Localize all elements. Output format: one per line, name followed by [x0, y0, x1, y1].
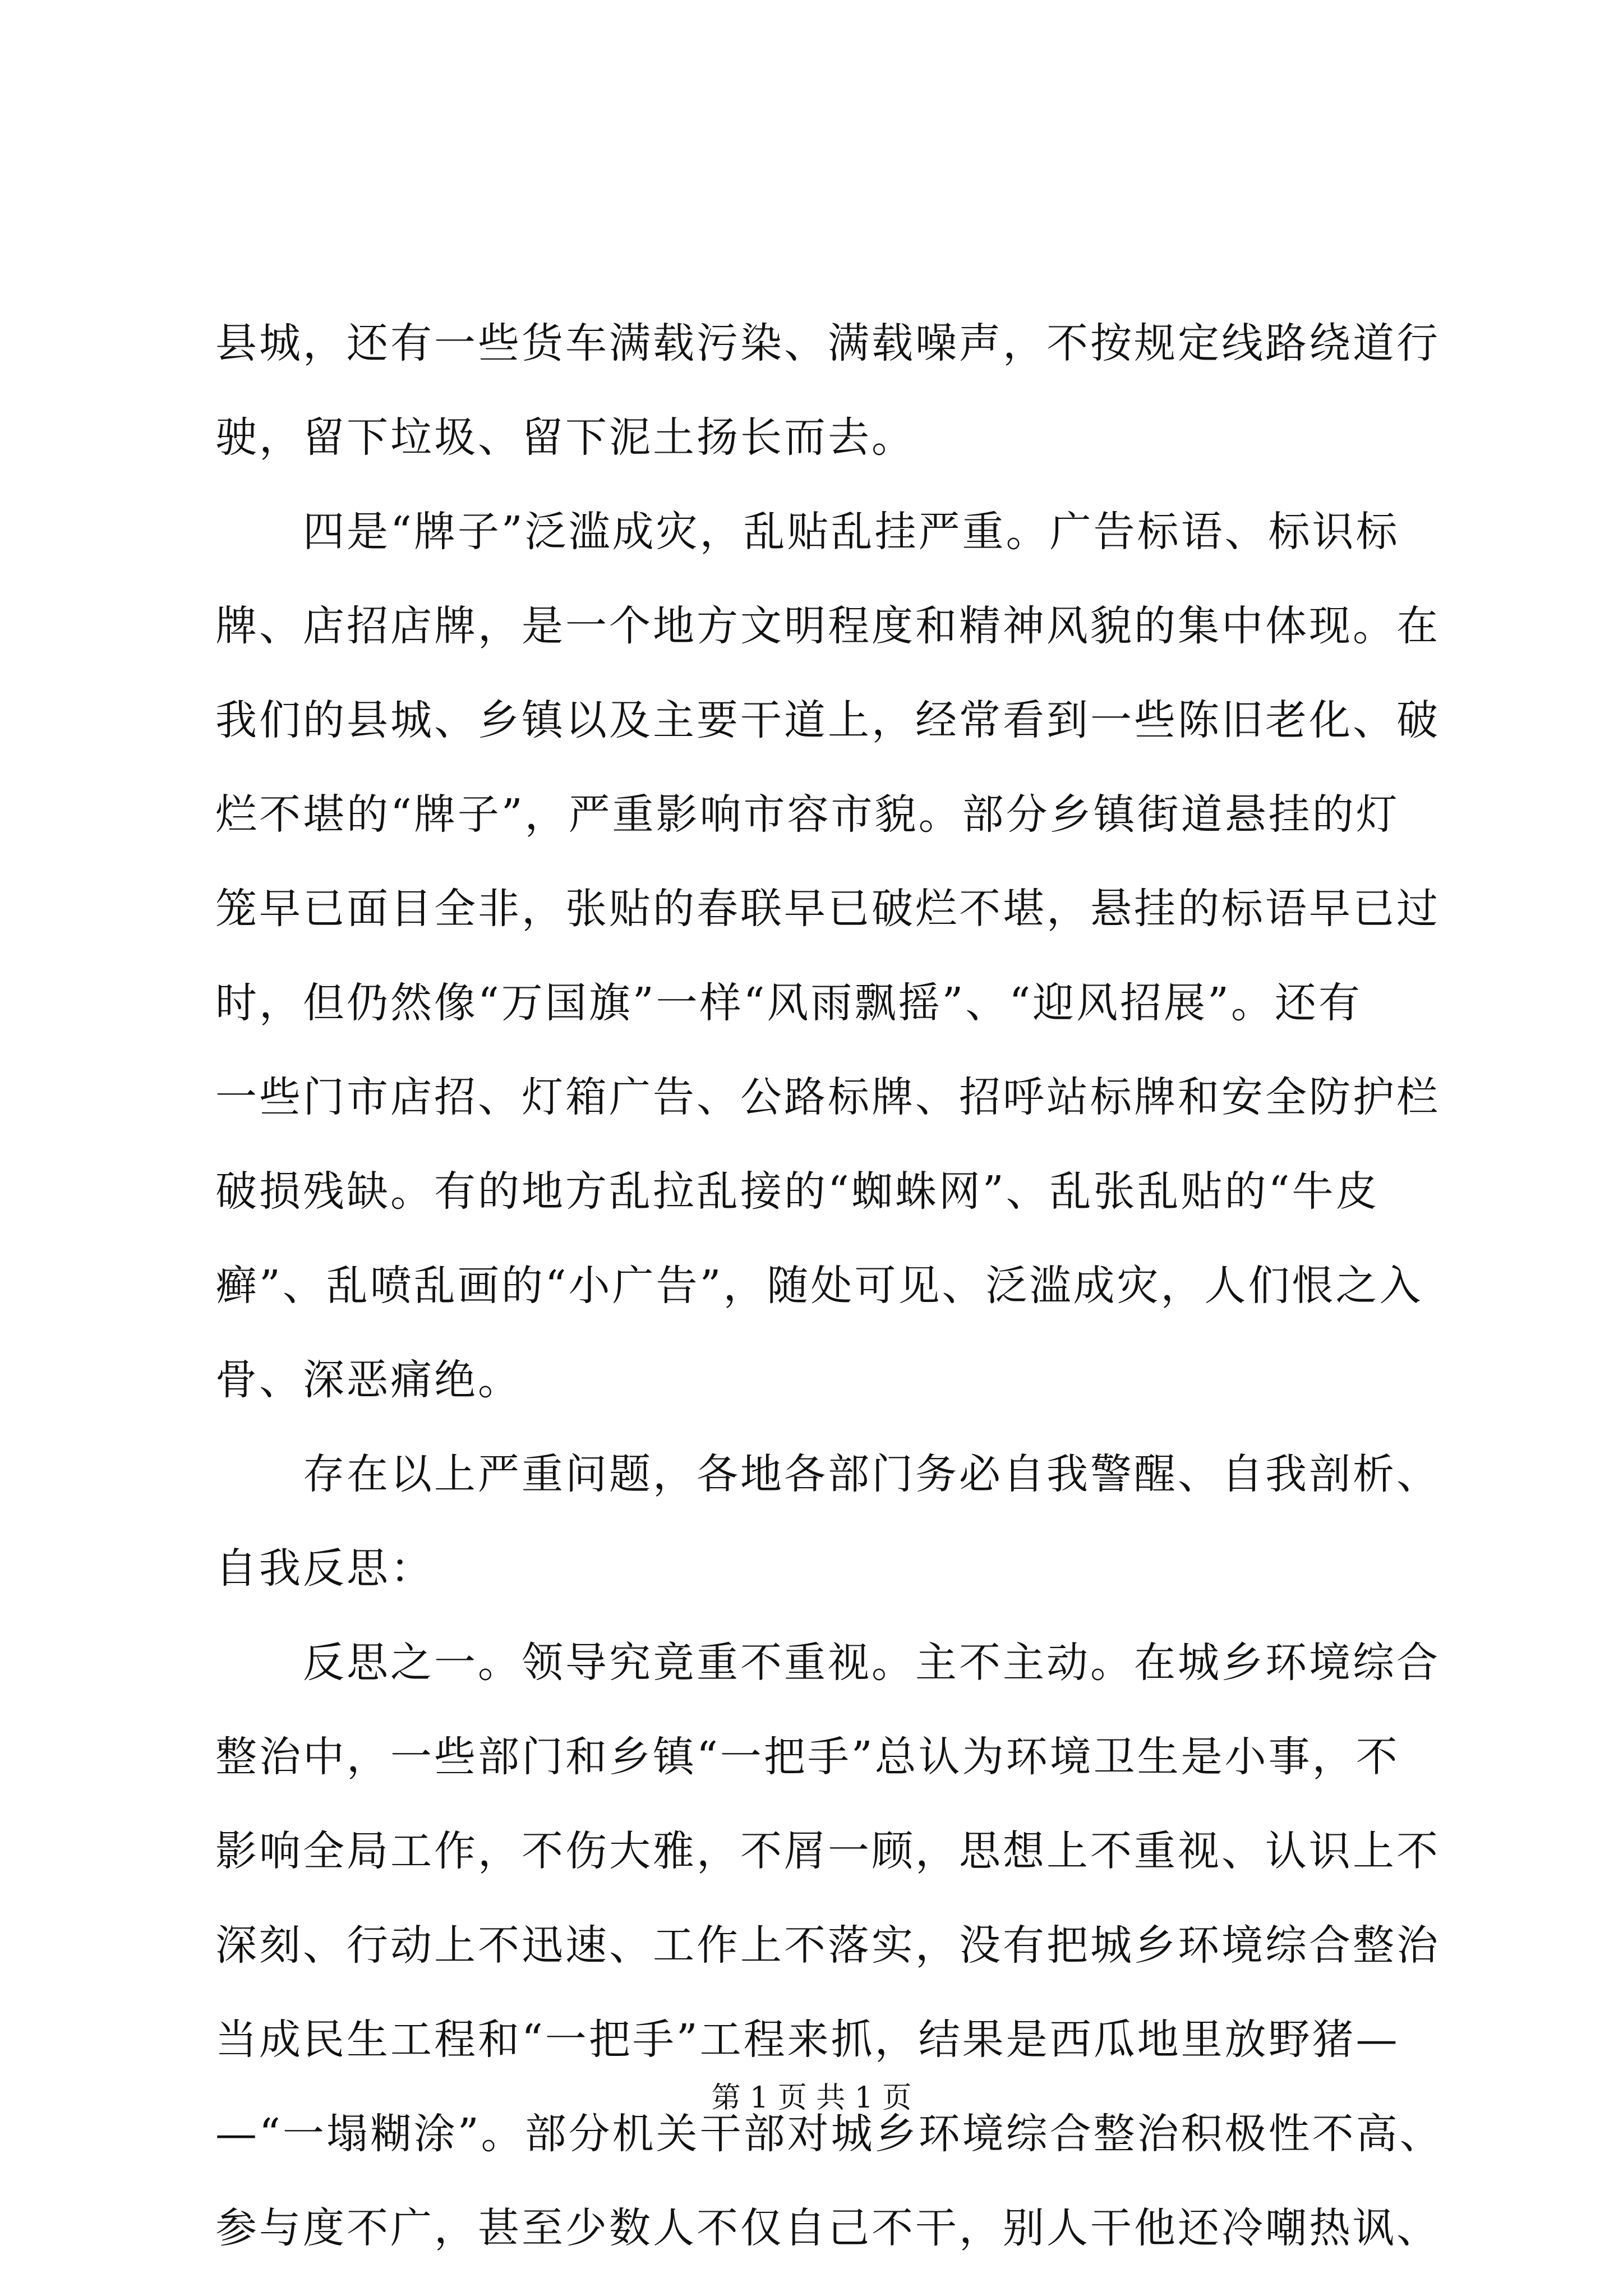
- text-line: 我们的县城、乡镇以及主要干道上，经常看到一些陈旧老化、破: [215, 696, 1440, 744]
- text-line: 存在以上严重问题，各地各部门务必自我警醒、自我剖析、: [215, 1450, 1440, 1498]
- text-line: 反思之一。领导究竟重不重视。主不主动。在城乡环境综合: [215, 1639, 1440, 1687]
- text-line: 一些门市店招、灯箱广告、公路标牌、招呼站标牌和安全防护栏: [215, 1073, 1440, 1121]
- text-line: —“一塌糊涂”。部分机关干部对城乡环境综合整治积极性不高、: [215, 2110, 1444, 2158]
- text-line: 深刻、行动上不迅速、工作上不落实，没有把城乡环境综合整治: [215, 1921, 1440, 1970]
- text-line: 破损残缺。有的地方乱拉乱接的“蜘蛛网”、乱张乱贴的“牛皮: [215, 1167, 1380, 1216]
- text-line: 县城，还有一些货车满载污染、满载噪声，不按规定线路绕道行: [215, 319, 1440, 367]
- text-line: 烂不堪的“牌子”，严重影响市容市貌。部分乡镇街道悬挂的灯: [215, 790, 1400, 839]
- body-text: [215, 296, 1444, 2275]
- text-line: 癣”、乱喷乱画的“小广告”，随处可见、泛滥成灾，人们恨之入: [215, 1262, 1423, 1310]
- text-line: 自我反思：: [215, 1544, 434, 1593]
- text-line: 参与度不广，甚至少数人不仅自己不干，别人干他还冷嘲热讽、: [215, 2204, 1440, 2252]
- text-line: 四是“牌子”泛滥成灾，乱贴乱挂严重。广告标语、标识标: [215, 508, 1400, 556]
- text-line: 牌、店招店牌，是一个地方文明程度和精神风貌的集中体现。在: [215, 602, 1440, 650]
- text-line: 驶，留下垃圾、留下泥土扬长而去。: [215, 413, 915, 462]
- page-footer: 第 1 页 共 1 页: [711, 2081, 912, 2115]
- text-line: 笼早已面目全非，张贴的春联早已破烂不堪，悬挂的标语早已过: [215, 885, 1440, 933]
- text-line: 整治中，一些部门和乡镇“一把手”总认为环境卫生是小事，不: [215, 1733, 1400, 1781]
- text-line: 当成民生工程和“一把手”工程来抓，结果是西瓜地里放野猪—: [215, 2016, 1400, 2064]
- text-line: 时，但仍然像“万国旗”一样“风雨飘摇”、“迎风招展”。还有: [215, 979, 1362, 1027]
- text-line: 骨、深恶痛绝。: [215, 1356, 522, 1404]
- text-line: 影响全局工作，不伤大雅，不屑一顾，思想上不重视、认识上不: [215, 1827, 1440, 1875]
